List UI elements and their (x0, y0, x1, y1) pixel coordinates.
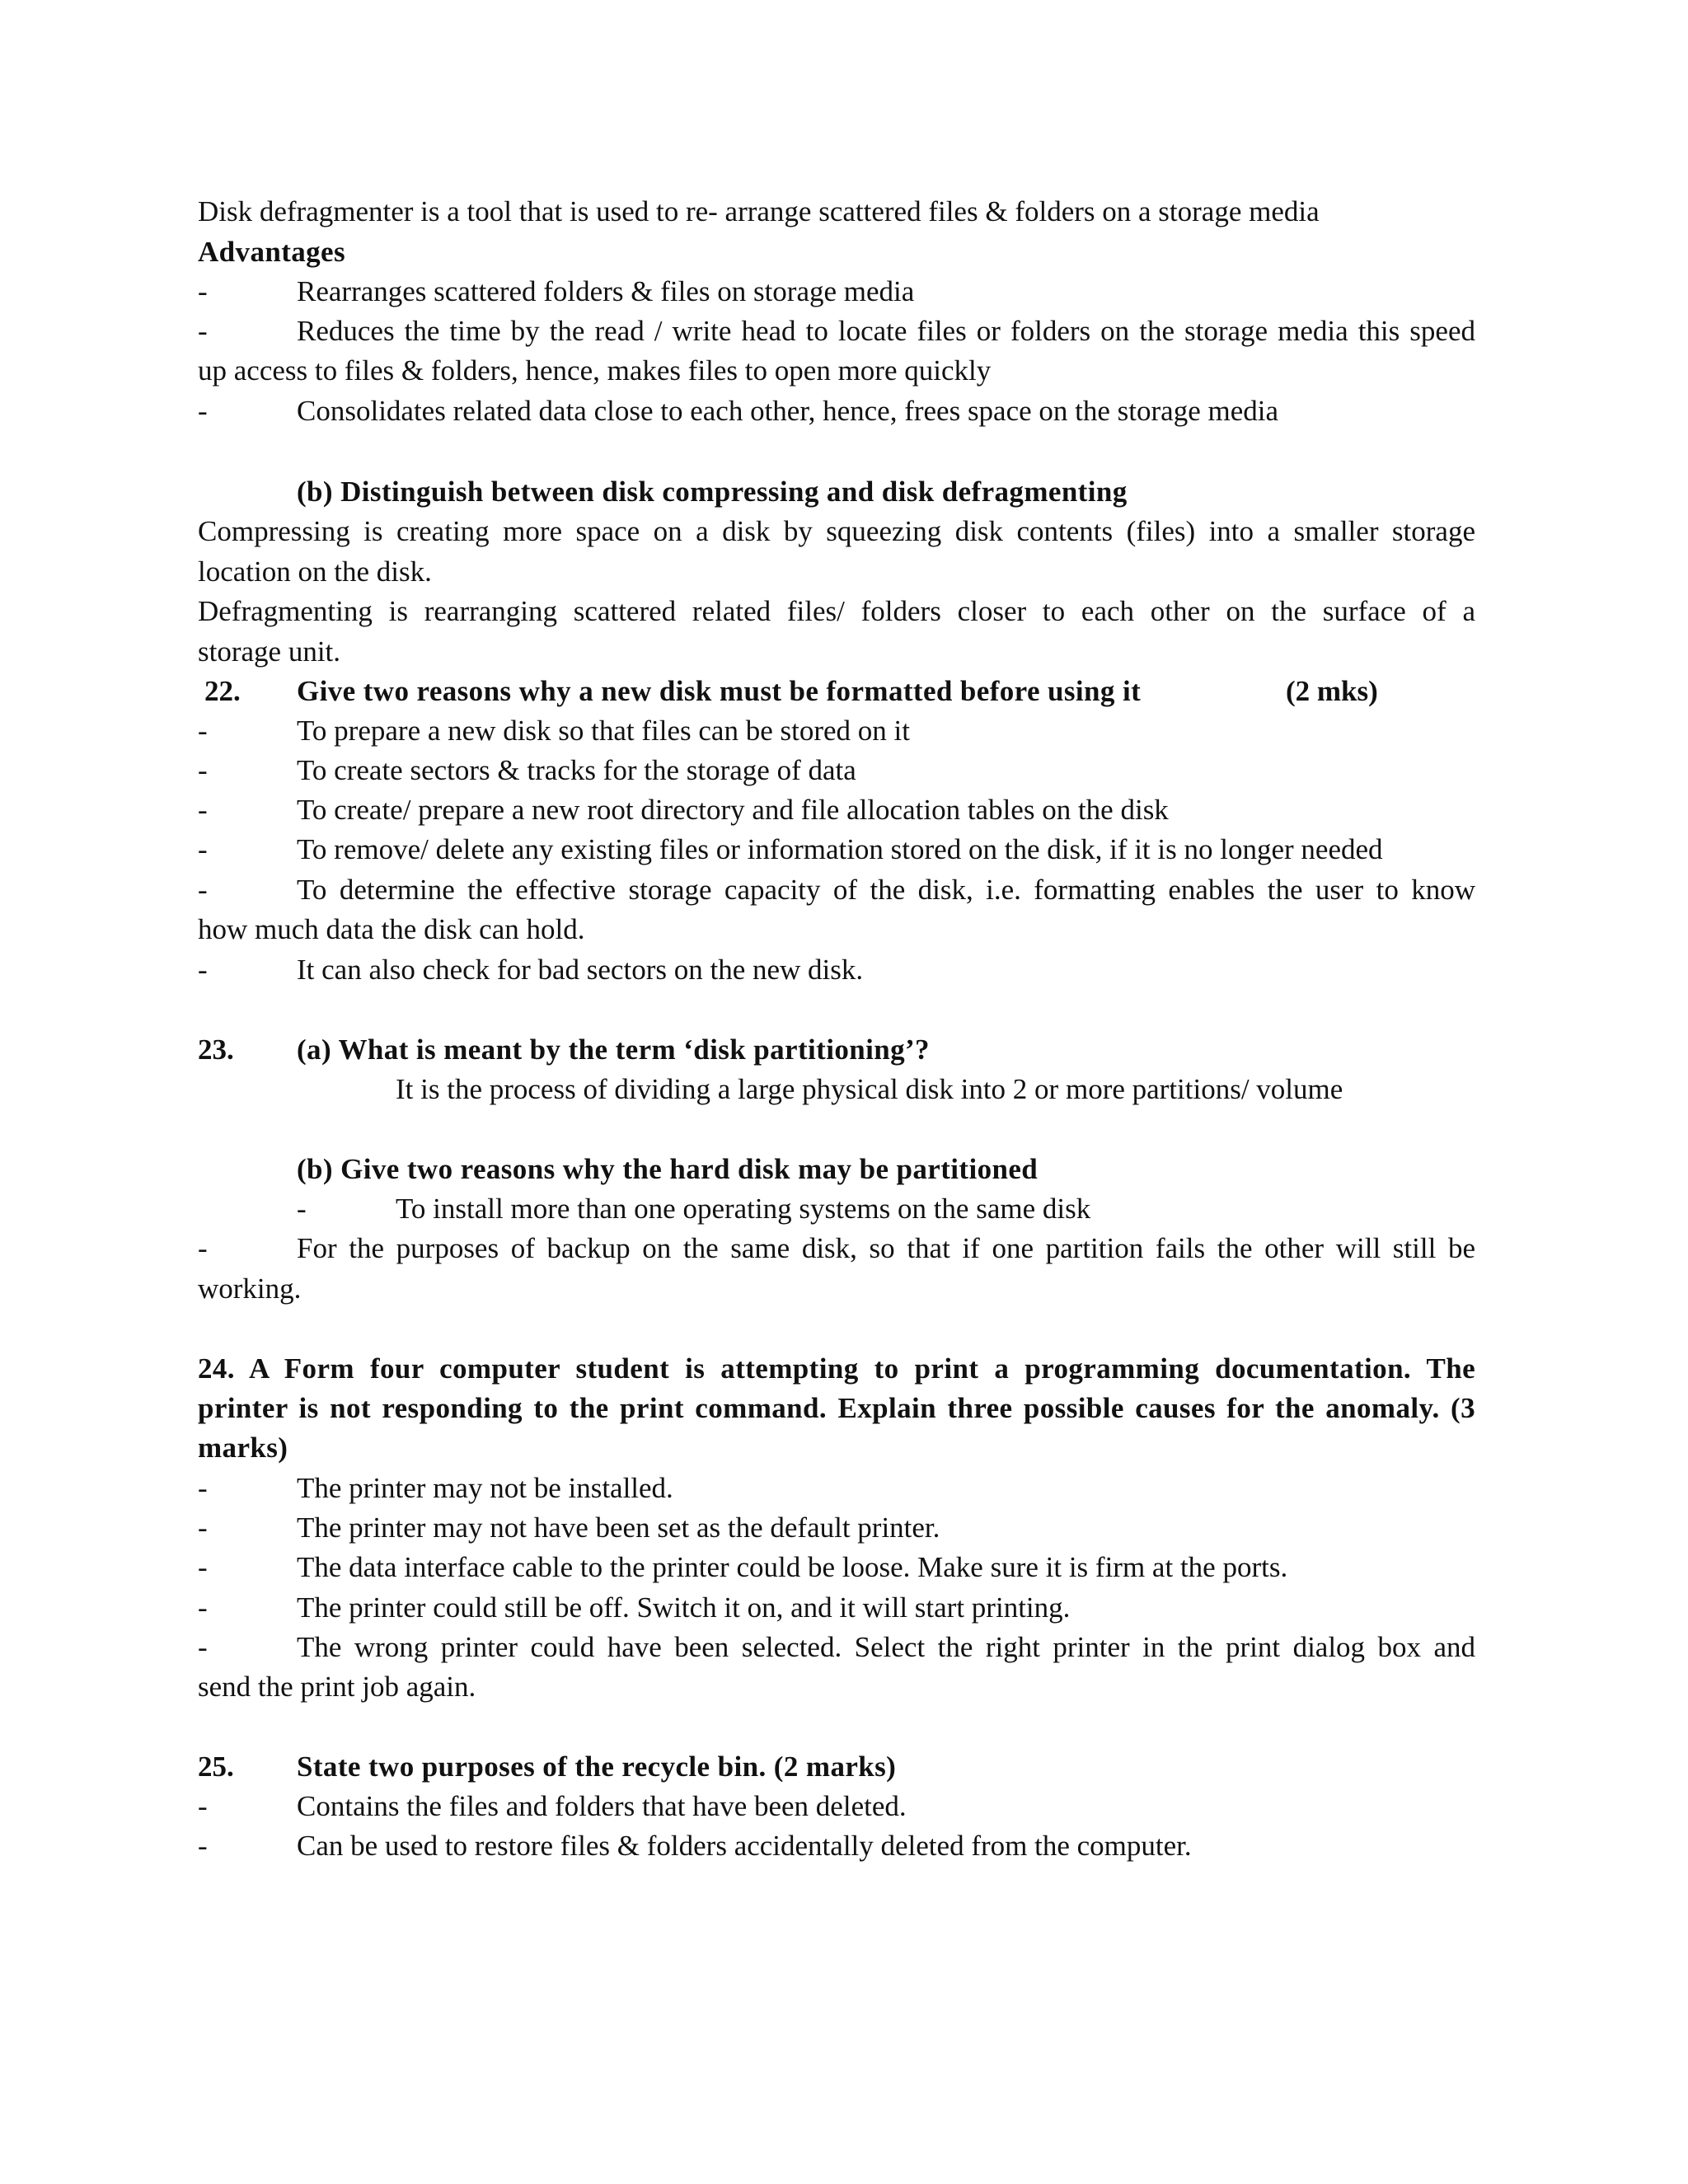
defrag-definition: Defragmenting is rearranging scattered related files/ folders closer to each other on the surface of a (198, 595, 1475, 627)
list-item (0, 1548, 1688, 1588)
bullet-dash: - (198, 874, 208, 906)
bullet-dash: - (198, 1631, 208, 1663)
question-24-continued: marks) (198, 1432, 288, 1464)
advantage-text: Consolidates related data close to each other, hence, frees space on the storage media (297, 395, 1279, 427)
question-25 (0, 1747, 1688, 1788)
bullet-dash: - (198, 395, 208, 427)
question-number: 23. (198, 1033, 234, 1066)
question-23a (0, 1030, 1688, 1071)
bullet-dash: - (198, 1551, 208, 1583)
bullet-dash: - (198, 794, 208, 826)
bullet-dash: - (198, 1232, 208, 1264)
answer-text: To remove/ delete any existing files or information stored on the disk, if it is no longer needed (297, 833, 1383, 865)
answer-text: To prepare a new disk so that files can be stored on it (297, 715, 910, 747)
answer-text: Contains the files and folders that have been deleted. (297, 1790, 907, 1822)
answer-text-continued: send the print job again. (198, 1671, 476, 1703)
advantage-text: Rearranges scattered folders & files on storage media (297, 275, 915, 307)
intro-text: Disk defragmenter is a tool that is used to re- arrange scattered files & folders on a storage media (198, 195, 1320, 227)
list-item (0, 1189, 1688, 1230)
answer-text: The printer may not have been set as the default printer. (297, 1511, 940, 1544)
advantages-heading: Advantages (198, 236, 346, 268)
answer-text: For the purposes of backup on the same disk, so that if one partition fails the other will still be (297, 1232, 1475, 1264)
bullet-dash: - (198, 754, 208, 786)
list-item (0, 391, 1688, 432)
answer-text: To create sectors & tracks for the storage of data (297, 754, 856, 786)
answer-text: The wrong printer could have been selected. Select the right printer in the print dialog box and (297, 1631, 1475, 1663)
compress-definition: Compressing is creating more space on a disk by squeezing disk contents (files) into a smaller storage (198, 515, 1475, 547)
list-item (0, 272, 1688, 312)
answer-text: The printer could still be off. Switch it on, and it will start printing. (297, 1591, 1071, 1624)
bullet-dash: - (198, 1790, 208, 1822)
bullet-dash: - (297, 1193, 307, 1225)
list-item (0, 1469, 1688, 1509)
compress-definition-continued: location on the disk. (198, 555, 432, 588)
question-number: 22. (204, 675, 241, 707)
answer-text: To determine the effective storage capacity of the disk, i.e. formatting enables the user to know (297, 874, 1475, 906)
answer-text: The printer may not be installed. (297, 1472, 673, 1504)
list-item (0, 1628, 1688, 1668)
question-text: (a) What is meant by the term ‘disk partitioning’? (297, 1033, 930, 1066)
marks-label: (2 mks) (1286, 675, 1378, 707)
list-item (0, 950, 1688, 991)
list-item (0, 1229, 1688, 1269)
list-item (0, 711, 1688, 752)
answer-text-continued: how much data the disk can hold. (198, 913, 585, 945)
question-23b: (b) Give two reasons why the hard disk may be partitioned (297, 1153, 1039, 1185)
answer-text: To create/ prepare a new root directory and file allocation tables on the disk (297, 794, 1169, 826)
bullet-dash: - (198, 833, 208, 865)
list-item (0, 1508, 1688, 1549)
question-21b: (b) Distinguish between disk compressing and disk defragmenting (297, 476, 1128, 508)
list-item (0, 1787, 1688, 1827)
advantage-text-continued: up access to files & folders, hence, makes files to open more quickly (198, 354, 992, 387)
answer-text: The data interface cable to the printer could be loose. Make sure it is firm at the ports. (297, 1551, 1288, 1583)
question-24: 24. A Form four computer student is attempting to print a programming documentation. The (198, 1352, 1475, 1385)
answer-text: It can also check for bad sectors on the new disk. (297, 954, 864, 986)
answer-text: To install more than one operating systems on the same disk (396, 1193, 1091, 1225)
question-number: 25. (198, 1750, 234, 1783)
list-item (0, 790, 1688, 831)
answer-text-continued: working. (198, 1272, 302, 1305)
question-text: Give two reasons why a new disk must be formatted before using it (297, 675, 1142, 707)
answer-text: It is the process of dividing a large physical disk into 2 or more partitions/ volume (396, 1073, 1343, 1105)
bullet-dash: - (198, 954, 208, 986)
question-24-continued: printer is not responding to the print command. Explain three possible causes for the anomaly. (3 (198, 1392, 1475, 1424)
bullet-dash: - (198, 715, 208, 747)
bullet-dash: - (198, 1511, 208, 1544)
advantage-text: Reduces the time by the read / write head to locate files or folders on the storage media this speed (297, 315, 1475, 347)
list-item (0, 1588, 1688, 1629)
list-item (0, 312, 1688, 352)
defrag-definition-continued: storage unit. (198, 635, 341, 668)
question-text: State two purposes of the recycle bin. (2 marks) (297, 1750, 897, 1783)
list-item (0, 751, 1688, 791)
bullet-dash: - (198, 315, 208, 347)
list-item (0, 870, 1688, 911)
answer-text: Can be used to restore files & folders accidentally deleted from the computer. (297, 1830, 1192, 1862)
list-item (0, 1826, 1688, 1867)
bullet-dash: - (198, 1591, 208, 1624)
bullet-dash: - (198, 275, 208, 307)
list-item (0, 830, 1688, 870)
question-22 (0, 672, 1688, 712)
bullet-dash: - (198, 1830, 208, 1862)
bullet-dash: - (198, 1472, 208, 1504)
